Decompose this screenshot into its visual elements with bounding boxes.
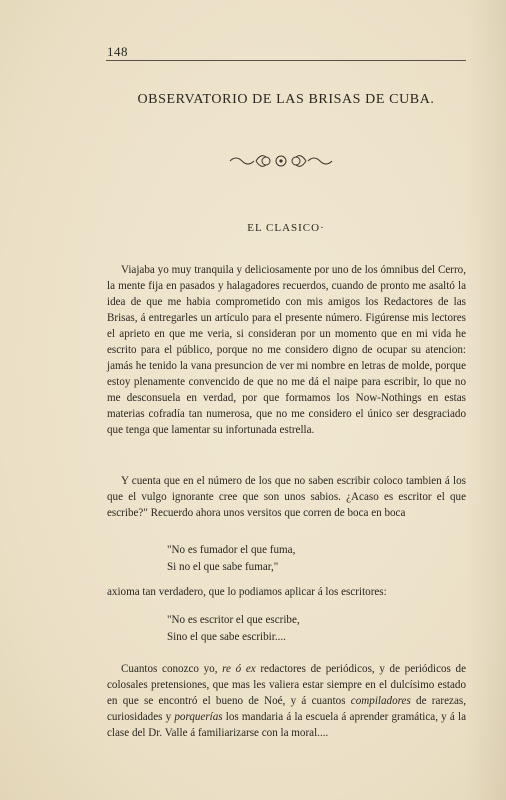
paragraph-2: Y cuenta que en el número de los que no saben escribir coloco tambien á los que el vulgo ignorante cree que son unos sabios. ¿Acaso es escritor el que escribe?" Recuerdo ahora unos versitos que corren de boca en boca — [107, 475, 466, 519]
fleuron-ornament — [226, 150, 336, 172]
italic-phrase: porquerías — [174, 711, 223, 723]
paragraph-3-text: Cuantos conozco yo, — [121, 663, 223, 675]
verse-line: Si no el que sabe fumar," — [167, 561, 279, 573]
paragraph-1: Viajaba yo muy tranquila y deliciosamente por uno de los ómnibus del Cerro, la mente fija en pasados y halagadores recuerdos, cuando de pronto me asaltó la idea de que me habia comprometido con mis amigos los Redactores de las Brisas, á entregarles un artículo para el presente número. Figúrense mis lectores el aprieto en que me veria, si consideran por un momento que en mi vida he escrito para el público, porque no me considero digno de ocupar su atencion: jamás he tenido la vana presuncion de ver mi nombre en letras de molde, porque estoy plenamente convencido de que no me dá el naipe para escribir, lo que no me desconsuela en verdad, por que formamos los Now-Nothings en estas materias cofradía tan numerosa, que no me considero el único ser desgraciado que tenga que lamentar su infortunada estrella. — [107, 264, 466, 436]
page-edge-shadow — [466, 0, 506, 800]
verse-block-2 — [167, 612, 300, 646]
italic-phrase: re ó ex — [222, 663, 256, 675]
paragraph-3-text: los mandaria á la escuela á aprender gramática, y á la clase del Dr. Valle á familiarizarse con la moral.... — [107, 711, 466, 739]
paragraph-3-text: redactores de periódicos, y de periódicos de colosales pretensiones, que mas les valiera estar siempre en el dulcísimo estado en que se encontró el bueno de Noé, y á cuantos — [107, 663, 466, 707]
page-number: 148 — [107, 44, 128, 59]
header-rule — [106, 60, 466, 61]
verse-line: "No es escritor el que escribe, — [167, 614, 300, 626]
section-title: EL CLASICO· — [247, 222, 325, 234]
verse-line: "No es fumador el que fuma, — [167, 544, 296, 556]
paragraph-3-text: de rarezas, curiosidades y — [107, 695, 466, 723]
bridge-line: axioma tan verdadero, que lo podiamos aplicar á los escritores: — [107, 586, 387, 598]
paragraph-3 — [107, 661, 466, 741]
running-head: OBSERVATORIO DE LAS BRISAS DE CUBA. — [137, 92, 435, 107]
italic-phrase: compiladores — [350, 695, 411, 707]
verse-block-1 — [167, 542, 295, 576]
verse-line: Sino el que sabe escribir.... — [167, 631, 286, 643]
